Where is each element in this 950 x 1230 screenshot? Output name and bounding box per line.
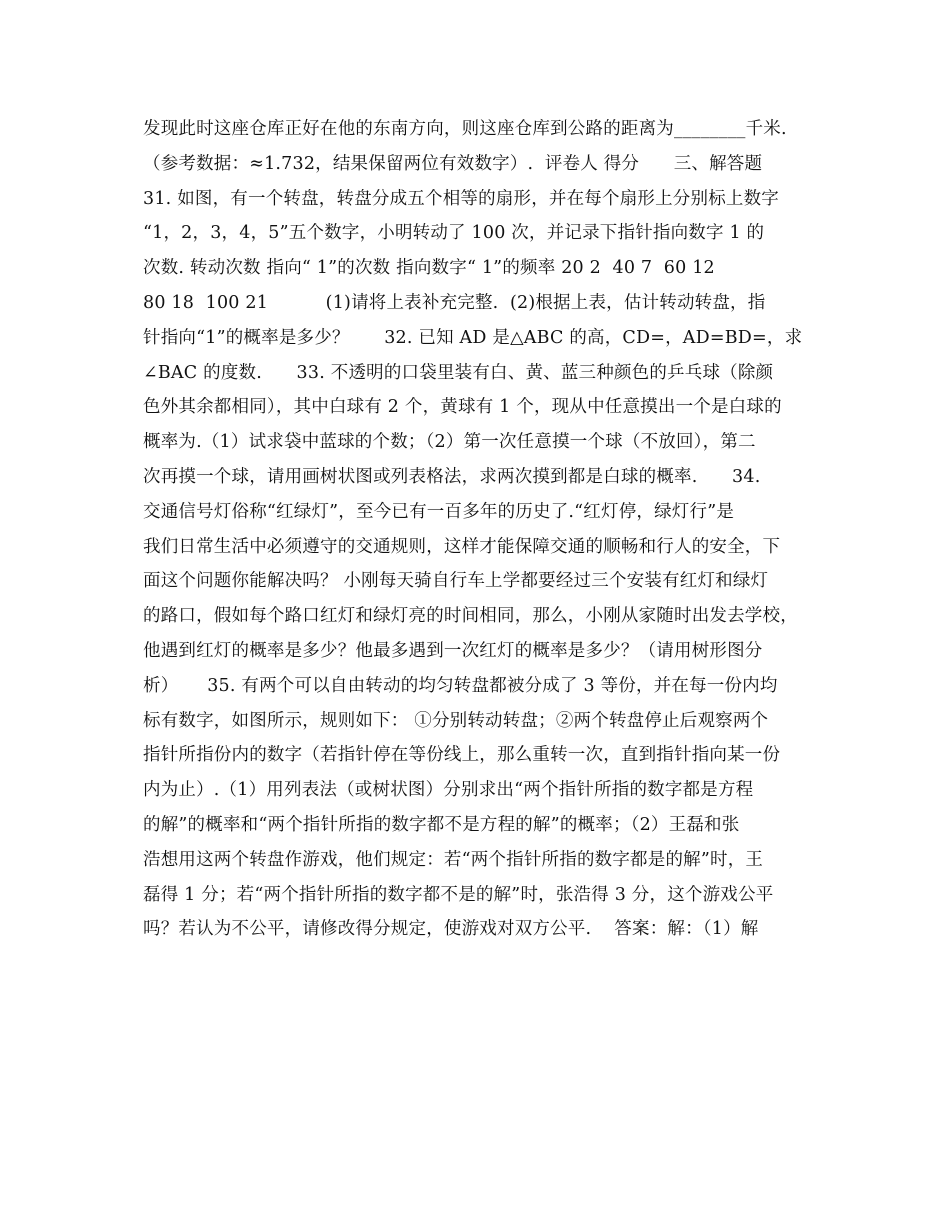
text-line: 31. 如图，有一个转盘，转盘分成五个相等的扇形，并在每个扇形上分别标上数字	[143, 188, 779, 209]
text-line: 指针所指份内的数字（若指针停在等份线上，那么重转一次，直到指针指向某一份	[143, 745, 781, 766]
document-text-block	[143, 112, 833, 947]
text-line: ∠BAC 的度数. 33. 不透明的口袋里装有白、黄、蓝三种颜色的乒乓球（除颜	[143, 362, 774, 383]
text-line: 80 18 100 21 (1)请将上表补充完整. (2)根据上表，估计转动转盘，指	[143, 292, 766, 313]
text-line: “1，2，3，4，5”五个数字，小明转动了 100 次，并记录下指针指向数字 1 的	[143, 223, 765, 244]
text-line: 发现此时这座仓库正好在他的东南方向，则这座仓库到公路的距离为________千米.	[143, 119, 787, 139]
text-line: 色外其余都相同），其中白球有 2 个，黄球有 1 个，现从中任意摸出一个是白球的	[143, 397, 782, 418]
text-line: 析） 35. 有两个可以自由转动的均匀转盘都被分成了 3 等份，并在每一份内均	[143, 675, 778, 696]
text-line: 概率为.（1）试求袋中蓝球的个数；（2）第一次任意摸一个球（不放回），第二	[143, 432, 756, 453]
text-line: 磊得 1 分；若“两个指针所指的数字都不是的解”时，张浩得 3 分，这个游戏公平	[143, 884, 774, 905]
text-line: 标有数字，如图所示，规则如下： ①分别转动转盘；②两个转盘停止后观察两个	[143, 710, 769, 731]
text-line: 交通信号灯俗称“红绿灯”，至今已有一百多年的历史了.“红灯停，绿灯行”是	[143, 501, 735, 522]
text-line: 浩想用这两个转盘作游戏，他们规定：若“两个指针所指的数字都是的解”时，王	[143, 849, 764, 870]
text-line: 的路口，假如每个路口红灯和绿灯亮的时间相同，那么，小刚从家随时出发去学校，	[143, 606, 798, 627]
text-line: 我们日常生活中必须遵守的交通规则，这样才能保障交通的顺畅和行人的安全，下	[143, 536, 781, 557]
text-line: （参考数据：≈1.732，结果保留两位有效数字）. 评卷人 得分 三、解答题	[143, 153, 763, 174]
text-line: 内为止）.（1）用列表法（或树状图）分别求出“两个指针所指的数字都是方程	[143, 780, 754, 801]
text-line: 次数. 转动次数 指向“ 1”的次数 指向数字“ 1”的频率 20 2 40 7 60 12	[143, 258, 715, 279]
text-line: 的解”的概率和“两个指针所指的数字都不是方程的解”的概率；（2）王磊和张	[143, 814, 740, 835]
text-line: 针指向“1”的概率是多少？ 32. 已知 AD 是△ABC 的高，CD=，AD=BD=，求	[143, 327, 803, 348]
text-line: 面这个问题你能解决吗？ 小刚每天骑自行车上学都要经过三个安装有红灯和绿灯	[143, 571, 769, 592]
text-line: 次再摸一个球，请用画树状图或列表格法，求两次摸到都是白球的概率. 34.	[143, 466, 761, 487]
text-line: 吗？若认为不公平，请修改得分规定，使游戏对双方公平. 答案：解：（1）解	[143, 919, 759, 940]
text-line: 他遇到红灯的概率是多少？他最多遇到一次红灯的概率是多少？（请用树形图分	[143, 640, 763, 661]
